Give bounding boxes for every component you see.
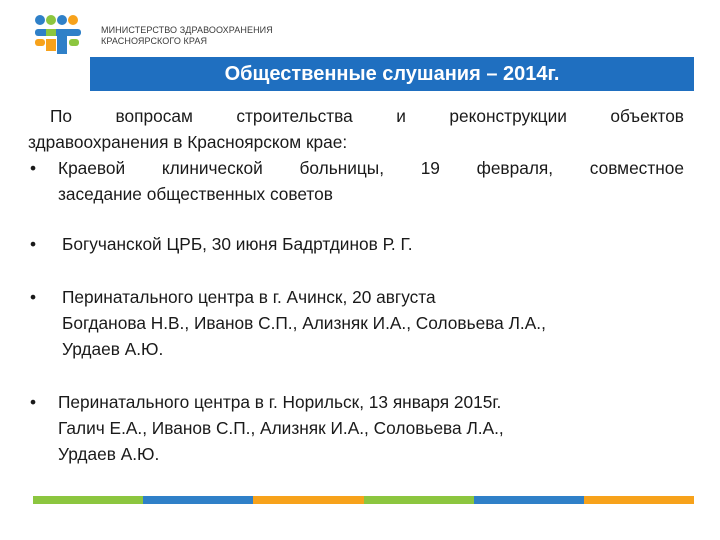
list-item-line: Краевой клинической больницы, 19 февраля, совместное (58, 158, 684, 178)
list-item-line: Урдаев А.Ю. (58, 444, 160, 464)
bottom-bar-segment (584, 496, 694, 504)
ministry-name (101, 25, 273, 47)
ministry-line-2: КРАСНОЯРСКОГО КРАЯ (101, 36, 208, 46)
bottom-bar-segment (33, 496, 143, 504)
list-item-line: Урдаев А.Ю. (62, 339, 164, 359)
list-item-line: Галич Е.А., Иванов С.П., Ализняк И.А., Соловьева Л.А., (58, 418, 504, 438)
bottom-bar-segment (474, 496, 584, 504)
bullet-icon: • (30, 234, 37, 254)
intro-line-1: По вопросам строительства и реконструкции объектов (50, 106, 684, 126)
intro-paragraph (28, 103, 684, 155)
bottom-bar-segment (364, 496, 474, 504)
main-content (28, 103, 684, 467)
bullet-icon: • (30, 392, 37, 412)
ministry-line-1: МИНИСТЕРСТВО ЗДРАВООХРАНЕНИЯ (101, 25, 273, 35)
list-item-line: заседание общественных советов (58, 184, 333, 204)
bullet-icon: • (30, 287, 37, 307)
list-item-line: Богданова Н.В., Иванов С.П., Ализняк И.А., Соловьева Л.А., (62, 313, 546, 333)
ministry-logo-icon (33, 14, 83, 54)
bottom-bar-segment (143, 496, 253, 504)
bottom-color-bar (33, 496, 694, 504)
list-item (28, 389, 684, 467)
list-item (28, 284, 684, 362)
bottom-bar-segment (253, 496, 363, 504)
list-item (28, 155, 684, 207)
list-item-line: Перинатального центра в г. Норильск, 13 января 2015г. (58, 392, 502, 412)
list-item (28, 231, 684, 257)
list-item-line: Богучанской ЦРБ, 30 июня Бадртдинов Р. Г. (62, 234, 413, 254)
list-item-line: Перинатального центра в г. Ачинск, 20 августа (62, 287, 436, 307)
page-title: Общественные слушания – 2014г. (224, 62, 560, 85)
bullet-icon: • (30, 158, 37, 178)
intro-line-2: здравоохранения в Красноярском крае: (28, 132, 348, 152)
